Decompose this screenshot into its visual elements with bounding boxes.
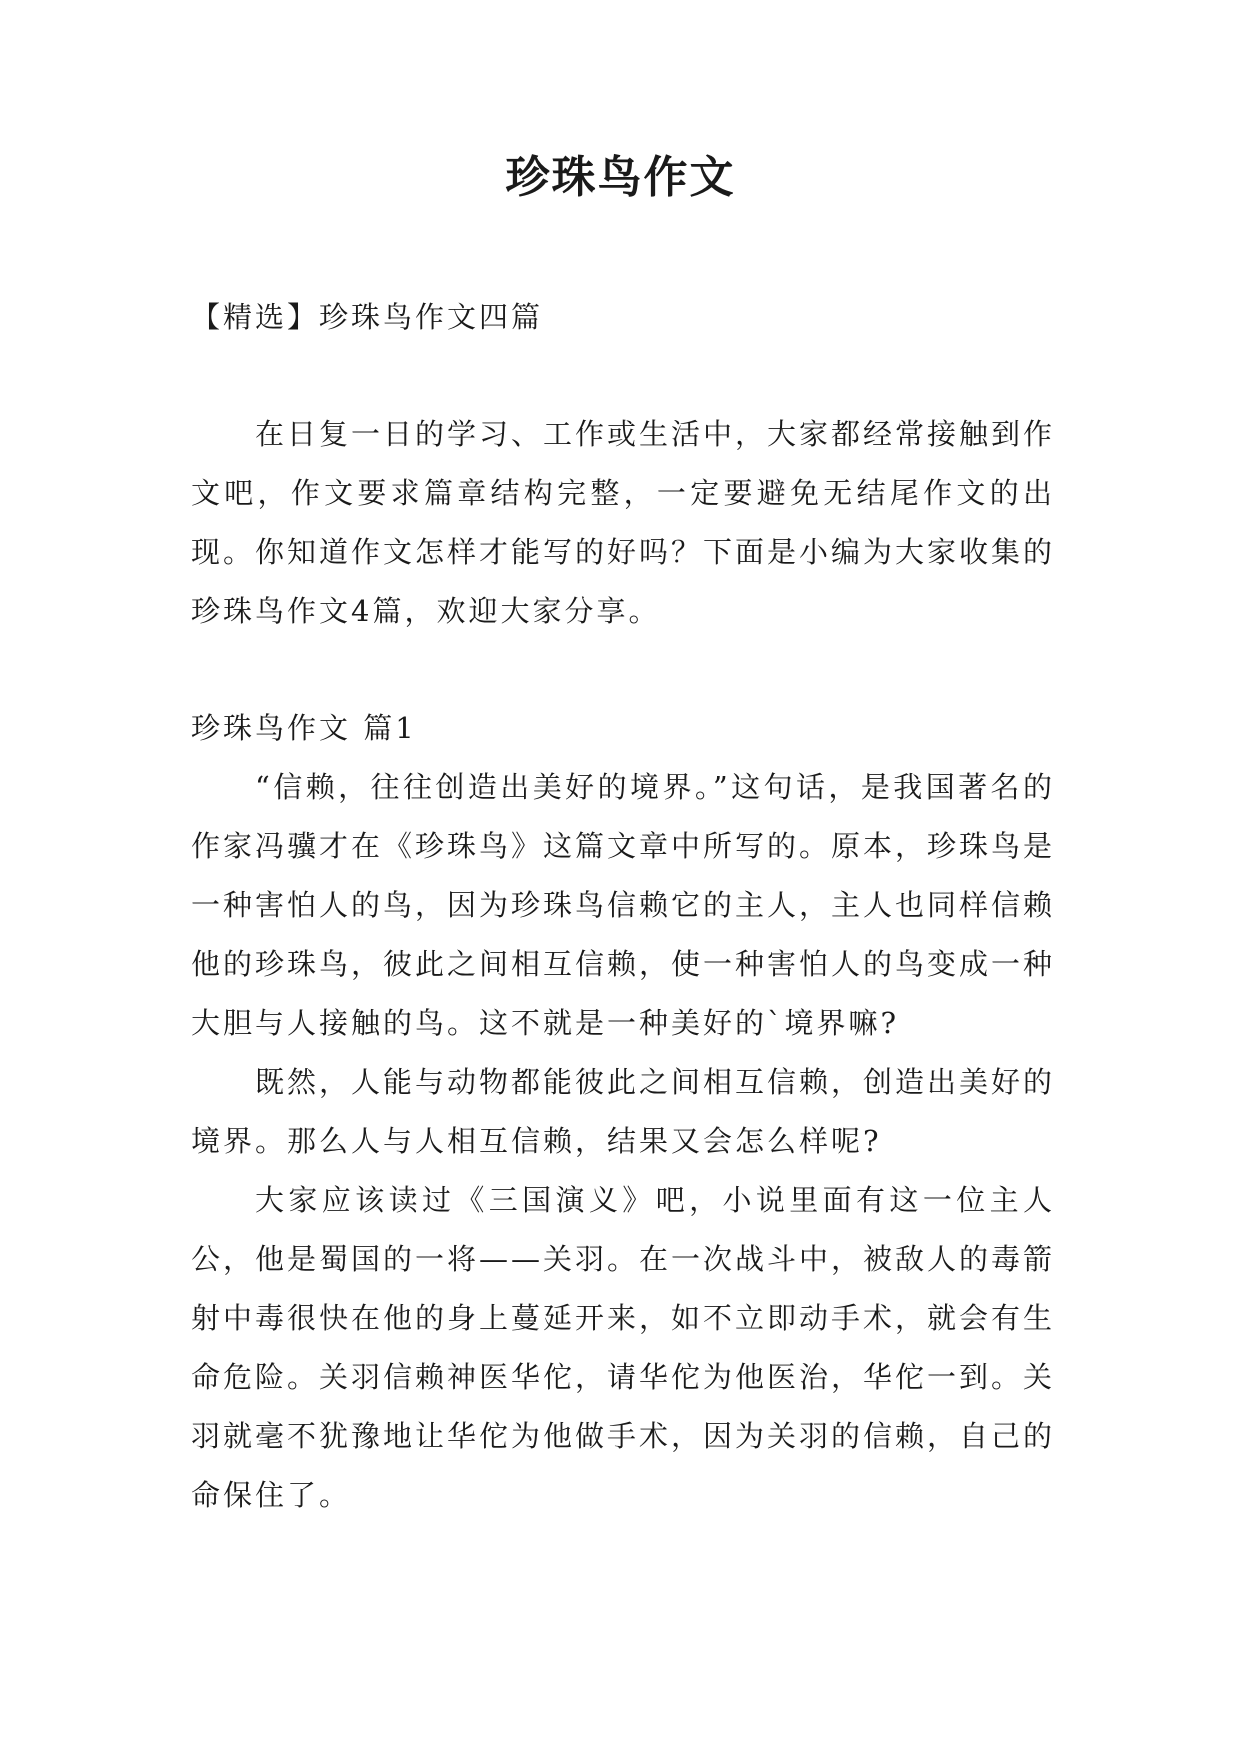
body-paragraph-3: 大家应该读过《三国演义》吧，小说里面有这一位主人公，他是蜀国的一将——关羽。在一次战斗中，被敌人的毒箭射中毒很快在他的身上蔓延开来，如不立即动手术，就会有生命危险。关羽信赖神医华佗，请华佗为他医治，华佗一到。关羽就毫不犹豫地让华佗为他做手术，因为关羽的信赖，自己的命保住了。 bbox=[191, 1183, 1056, 1512]
document-body bbox=[191, 288, 1055, 1525]
body-paragraph-2: 既然，人能与动物都能彼此之间相互信赖，创造出美好的境界。那么人与人相互信赖，结果又会怎么样呢? bbox=[191, 1065, 1056, 1158]
spacer bbox=[191, 347, 1055, 405]
intro-paragraph: 在日复一日的学习、工作或生活中，大家都经常接触到作文吧，作文要求篇章结构完整，一定要避免无结尾作文的出现。你知道作文怎样才能写的好吗？下面是小编为大家收集的珍珠鸟作文4篇，欢迎大家分享。 bbox=[191, 417, 1056, 628]
page-title: 珍珠鸟作文 bbox=[505, 152, 736, 203]
spacer bbox=[191, 641, 1055, 699]
body-paragraph-1: “信赖，往往创造出美好的境界。”这句话，是我国著名的作家冯骥才在《珍珠鸟》这篇文章中所写的。原本，珍珠鸟是一种害怕人的鸟，因为珍珠鸟信赖它的主人，主人也同样信赖他的珍珠鸟，彼此之间相互信赖，使一种害怕人的鸟变成一种大胆与人接触的鸟。这不就是一种美好的`境界嘛? bbox=[191, 770, 1056, 1040]
document-subtitle: 【精选】珍珠鸟作文四篇 bbox=[191, 300, 544, 334]
section-heading: 珍珠鸟作文 篇1 bbox=[191, 711, 417, 745]
